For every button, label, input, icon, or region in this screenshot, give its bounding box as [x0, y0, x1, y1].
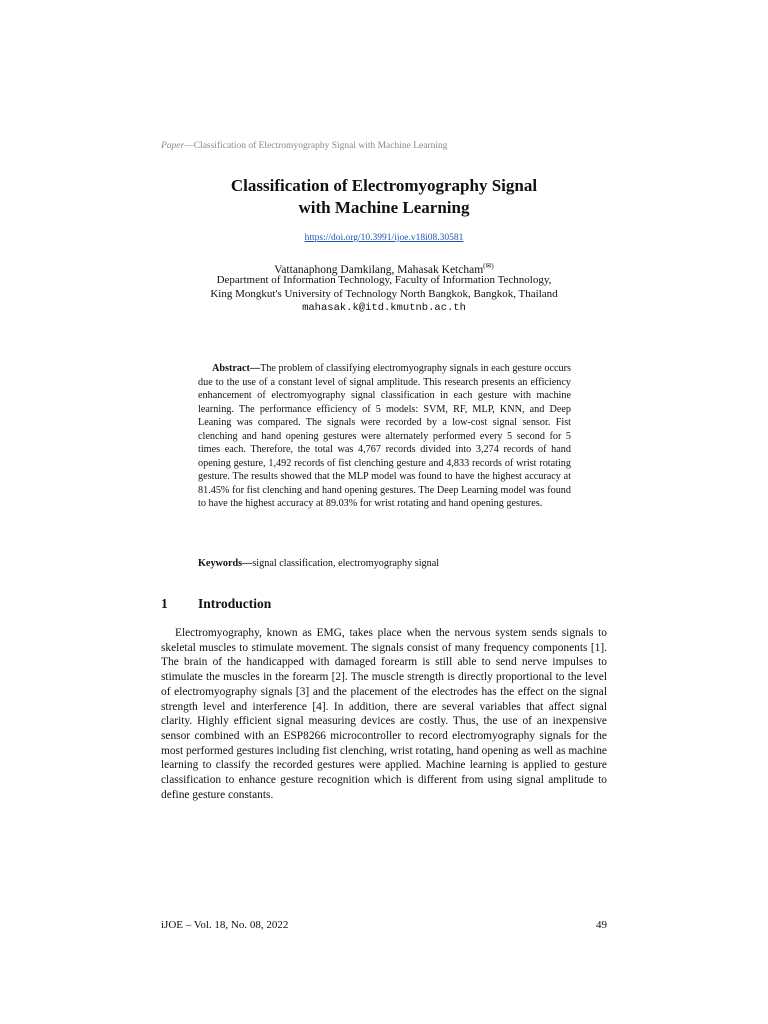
abstract-text: The problem of classifying electromyography signals in each gesture occurs due to the use of a constant level of signal amplitude. This research presents an efficiency enhancement of electromyography signal classification in each gesture with machine learning. The performance efficiency of 5 models: SVM, RF, MLP, KNN, and Deep Leaning was compared. The signals were recorded by a low-cost signal sensor. Fist clenching and hand opening gestures were alternately performed every 5 second for 5 times each. Therefore, the total was 4,767 records divided into 3,274 records of hand opening gesture, 1,492 records of fist clenching gesture and 4,833 records of wrist rotating gesture. The results showed that the MLP model was found to have the highest accuracy at 81.45% for fist clenching and hand opening gestures. The Deep Learning model was found to have the highest accuracy at 89.03% for wrist rotating and hand opening gestures. — [198, 363, 571, 509]
keywords-text: signal classification, electromyography signal — [252, 558, 440, 569]
running-header-label: Paper — [161, 141, 185, 151]
title-line-1: Classification of Electromyography Signal — [230, 176, 538, 195]
paper-title — [0, 175, 768, 219]
keywords-label: Keywords— — [198, 558, 253, 569]
running-header-text: —Classification of Electromyography Signal with Machine Learning — [184, 141, 448, 151]
author-names: Vattanaphong Damkilang, Mahasak Ketcham — [274, 263, 484, 276]
doi-link[interactable]: https://doi.org/10.3991/ijoe.v18i08.30581 — [304, 233, 464, 243]
section-heading — [161, 596, 271, 612]
abstract-label: Abstract— — [212, 363, 261, 374]
keywords — [198, 557, 571, 571]
page-number: 49 — [596, 919, 607, 931]
section-title: Introduction — [198, 596, 272, 611]
running-header — [161, 141, 448, 151]
section-number: 1 — [161, 596, 168, 611]
affiliation — [0, 273, 768, 302]
corresponding-author-icon: (✉) — [483, 262, 494, 270]
title-line-2: with Machine Learning — [298, 198, 470, 217]
footer-journal: iJOE – Vol. 18, No. 08, 2022 — [161, 919, 289, 931]
introduction-paragraph: Electromyography, known as EMG, takes place when the nervous system sends signals to skeletal muscles to stimulate movement. The signals consist of many frequency components [1]. The brain of the handicapped with damaged forearm is still able to send nerve impulses to stimulate the muscles in the forearm [2]. The muscle strength is directly proportional to the level of electromyography signals [3] and the placement of the electrodes has the effect on the signal strength level and interference [4]. In addition, there are several variables that affect signal clarity. Highly efficient signal measuring devices are costly. Thus, the use of an inexpensive sensor combined with an ESP8266 microcontroller to record electromyography signals for the most performed gestures including fist clenching, wrist rotating, hand opening as well as machine learning to classify the recorded gestures were applied. Machine learning is applied to gesture classification to enhance gesture recognition which is different from using signal amplitude to define gesture constants. — [161, 627, 607, 801]
abstract — [198, 362, 571, 511]
affiliation-line-2: King Mongkut's University of Technology North Bangkok, Bangkok, Thailand — [210, 288, 558, 301]
affiliation-line-1: Department of Information Technology, Faculty of Information Technology, — [216, 274, 552, 286]
author-email: mahasak.k@itd.kmutnb.ac.th — [302, 302, 466, 314]
